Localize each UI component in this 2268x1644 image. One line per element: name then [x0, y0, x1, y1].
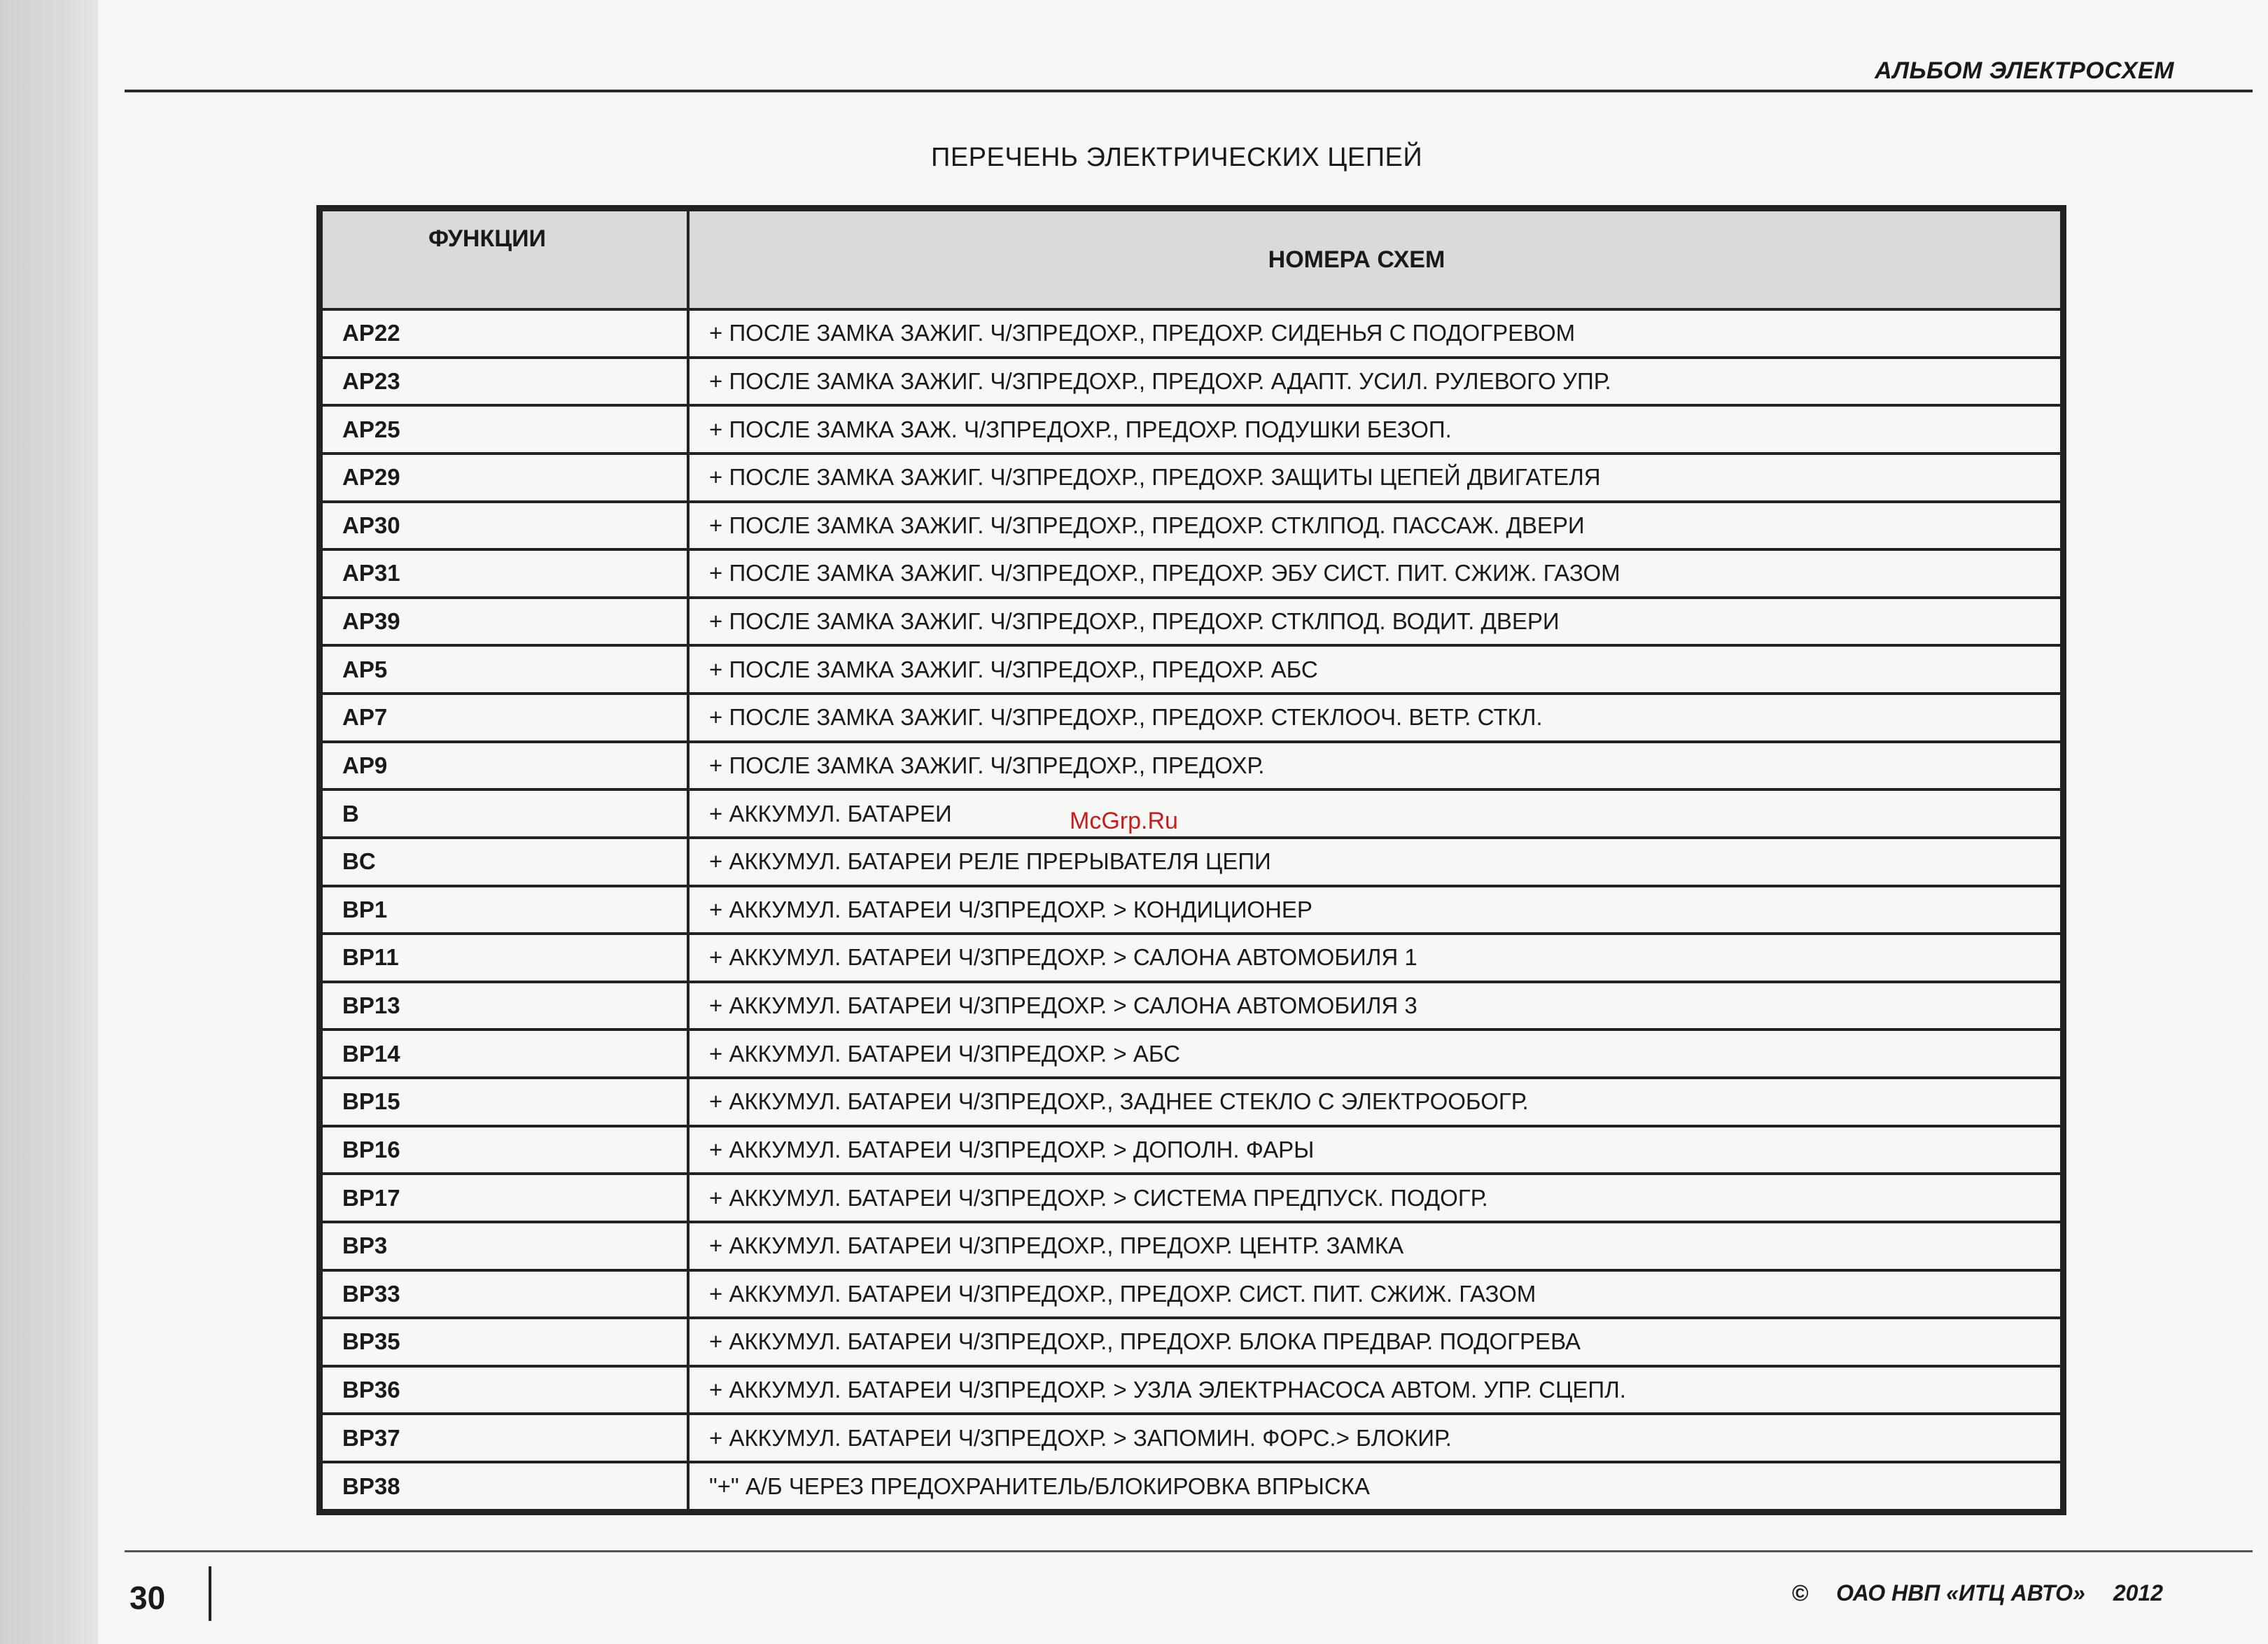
- circuit-description-cell: + ПОСЛЕ ЗАМКА ЗАЖ. Ч/ЗПРЕДОХР., ПРЕДОХР. ПОДУШКИ БЕЗОП.: [688, 405, 2062, 454]
- circuit-description-cell: + АККУМУЛ. БАТАРЕИ Ч/ЗПРЕДОХР. > КОНДИЦИОНЕР: [688, 886, 2062, 934]
- page-binding-edge: [0, 0, 98, 1644]
- table-row: [321, 1126, 2062, 1174]
- circuit-description-cell: + АККУМУЛ. БАТАРЕИ: [688, 789, 2062, 838]
- function-code-cell: AP7: [321, 694, 688, 742]
- circuit-description-cell: + АККУМУЛ. БАТАРЕИ Ч/ЗПРЕДОХР. > АБС: [688, 1030, 2062, 1078]
- circuit-description-cell: + АККУМУЛ. БАТАРЕИ РЕЛЕ ПРЕРЫВАТЕЛЯ ЦЕПИ: [688, 838, 2062, 886]
- function-code-cell: AP22: [321, 309, 688, 358]
- table-row: [321, 694, 2062, 742]
- header-rule: [125, 90, 2253, 92]
- table-row: [321, 838, 2062, 886]
- footer-copyright: [1792, 1580, 2163, 1606]
- document-title: ПЕРЕЧЕНЬ ЭЛЕКТРИЧЕСКИХ ЦЕПЕЙ: [931, 143, 1423, 172]
- circuit-description-cell: + АККУМУЛ. БАТАРЕИ Ч/ЗПРЕДОХР. > САЛОНА АВТОМОБИЛЯ 1: [688, 934, 2062, 982]
- circuit-description-cell: + ПОСЛЕ ЗАМКА ЗАЖИГ. Ч/ЗПРЕДОХР., ПРЕДОХР. СТКЛПОД. ВОДИТ. ДВЕРИ: [688, 598, 2062, 646]
- function-code-cell: BP36: [321, 1366, 688, 1414]
- copyright-symbol: ©: [1791, 1580, 1809, 1606]
- circuit-description-cell: "+" А/Б ЧЕРЕЗ ПРЕДОХРАНИТЕЛЬ/БЛОКИРОВКА ВПРЫСКА: [688, 1462, 2062, 1510]
- table-row: [321, 645, 2062, 694]
- function-code-cell: AP39: [321, 598, 688, 646]
- table-row: [321, 1318, 2062, 1366]
- table-row: [321, 982, 2062, 1030]
- table-row: [321, 1270, 2062, 1319]
- circuit-description-cell: + ПОСЛЕ ЗАМКА ЗАЖИГ. Ч/ЗПРЕДОХР., ПРЕДОХР. АБС: [688, 645, 2062, 694]
- table-row: [321, 549, 2062, 598]
- column-header-scheme-numbers: НОМЕРА СХЕМ: [688, 210, 2062, 309]
- publication-year: 2012: [2113, 1580, 2163, 1606]
- function-code-cell: BP3: [321, 1222, 688, 1270]
- function-code-cell: AP25: [321, 405, 688, 454]
- function-code-cell: AP23: [321, 358, 688, 406]
- circuit-description-cell: + ПОСЛЕ ЗАМКА ЗАЖИГ. Ч/ЗПРЕДОХР., ПРЕДОХР. СТЕКЛООЧ. ВЕТР. СТКЛ.: [688, 694, 2062, 742]
- function-code-cell: BP33: [321, 1270, 688, 1319]
- circuit-description-cell: + АККУМУЛ. БАТАРЕИ Ч/ЗПРЕДОХР. > ДОПОЛН. ФАРЫ: [688, 1126, 2062, 1174]
- table-row: [321, 886, 2062, 934]
- table-row: [321, 358, 2062, 406]
- table-row: [321, 405, 2062, 454]
- footer-rule: [125, 1550, 2253, 1552]
- function-code-cell: BP17: [321, 1174, 688, 1222]
- table-row: [321, 1222, 2062, 1270]
- function-code-cell: BP38: [321, 1462, 688, 1510]
- table-row: [321, 1174, 2062, 1222]
- page-number: 30: [130, 1580, 166, 1616]
- function-code-cell: BP15: [321, 1078, 688, 1126]
- circuit-description-cell: + АККУМУЛ. БАТАРЕИ Ч/ЗПРЕДОХР., ПРЕДОХР. БЛОКА ПРЕДВАР. ПОДОГРЕВА: [688, 1318, 2062, 1366]
- function-code-cell: BP35: [321, 1318, 688, 1366]
- table-row: [321, 598, 2062, 646]
- table-row: [321, 502, 2062, 550]
- table-row: [321, 1366, 2062, 1414]
- function-code-cell: BC: [321, 838, 688, 886]
- function-code-cell: AP9: [321, 742, 688, 790]
- circuit-description-cell: + АККУМУЛ. БАТАРЕИ Ч/ЗПРЕДОХР., ЗАДНЕЕ СТЕКЛО С ЭЛЕКТРООБОГР.: [688, 1078, 2062, 1126]
- function-code-cell: AP29: [321, 454, 688, 502]
- circuit-description-cell: + ПОСЛЕ ЗАМКА ЗАЖИГ. Ч/ЗПРЕДОХР., ПРЕДОХР. СТКЛПОД. ПАССАЖ. ДВЕРИ: [688, 502, 2062, 550]
- table-row: [321, 742, 2062, 790]
- function-code-cell: BP11: [321, 934, 688, 982]
- circuit-description-cell: + АККУМУЛ. БАТАРЕИ Ч/ЗПРЕДОХР. > УЗЛА ЭЛЕКТРНАСОСА АВТОМ. УПР. СЦЕПЛ.: [688, 1366, 2062, 1414]
- column-header-functions: ФУНКЦИИ: [321, 210, 688, 309]
- function-code-cell: BP37: [321, 1414, 688, 1462]
- table-row: [321, 789, 2062, 838]
- circuit-description-cell: + ПОСЛЕ ЗАМКА ЗАЖИГ. Ч/ЗПРЕДОХР., ПРЕДОХР. СИДЕНЬЯ С ПОДОГРЕВОМ: [688, 309, 2062, 358]
- publisher-name: ОАО НВП «ИТЦ АВТО»: [1836, 1580, 2085, 1606]
- function-code-cell: BP13: [321, 982, 688, 1030]
- table-header-row: [321, 210, 2062, 309]
- function-code-cell: BP1: [321, 886, 688, 934]
- circuit-description-cell: + АККУМУЛ. БАТАРЕИ Ч/ЗПРЕДОХР. > САЛОНА АВТОМОБИЛЯ 3: [688, 982, 2062, 1030]
- table-row: [321, 934, 2062, 982]
- circuit-description-cell: + ПОСЛЕ ЗАМКА ЗАЖИГ. Ч/ЗПРЕДОХР., ПРЕДОХР. АДАПТ. УСИЛ. РУЛЕВОГО УПР.: [688, 358, 2062, 406]
- table-row: [321, 1462, 2062, 1510]
- watermark-text: McGrp.Ru: [1070, 808, 1178, 834]
- table-row: [321, 1078, 2062, 1126]
- circuit-description-cell: + АККУМУЛ. БАТАРЕИ Ч/ЗПРЕДОХР., ПРЕДОХР. СИСТ. ПИТ. СЖИЖ. ГАЗОМ: [688, 1270, 2062, 1319]
- circuit-description-cell: + АККУМУЛ. БАТАРЕИ Ч/ЗПРЕДОХР. > ЗАПОМИН. ФОРС.> БЛОКИР.: [688, 1414, 2062, 1462]
- circuit-description-cell: + ПОСЛЕ ЗАМКА ЗАЖИГ. Ч/ЗПРЕДОХР., ПРЕДОХР. ЗАЩИТЫ ЦЕПЕЙ ДВИГАТЕЛЯ: [688, 454, 2062, 502]
- table-row: [321, 1414, 2062, 1462]
- circuit-description-cell: + ПОСЛЕ ЗАМКА ЗАЖИГ. Ч/ЗПРЕДОХР., ПРЕДОХР. ЭБУ СИСТ. ПИТ. СЖИЖ. ГАЗОМ: [688, 549, 2062, 598]
- function-code-cell: AP31: [321, 549, 688, 598]
- page-number-separator: [209, 1566, 211, 1621]
- circuit-description-cell: + ПОСЛЕ ЗАМКА ЗАЖИГ. Ч/ЗПРЕДОХР., ПРЕДОХР.: [688, 742, 2062, 790]
- circuit-description-cell: + АККУМУЛ. БАТАРЕИ Ч/ЗПРЕДОХР. > СИСТЕМА ПРЕДПУСК. ПОДОГР.: [688, 1174, 2062, 1222]
- table-row: [321, 309, 2062, 358]
- function-code-cell: AP5: [321, 645, 688, 694]
- table-row: [321, 1030, 2062, 1078]
- album-title: АЛЬБОМ ЭЛЕКТРОСХЕМ: [1875, 57, 2174, 84]
- function-code-cell: BP16: [321, 1126, 688, 1174]
- circuit-description-cell: + АККУМУЛ. БАТАРЕИ Ч/ЗПРЕДОХР., ПРЕДОХР. ЦЕНТР. ЗАМКА: [688, 1222, 2062, 1270]
- circuits-table: [316, 205, 2066, 1515]
- function-code-cell: AP30: [321, 502, 688, 550]
- table-row: [321, 454, 2062, 502]
- function-code-cell: B: [321, 789, 688, 838]
- function-code-cell: BP14: [321, 1030, 688, 1078]
